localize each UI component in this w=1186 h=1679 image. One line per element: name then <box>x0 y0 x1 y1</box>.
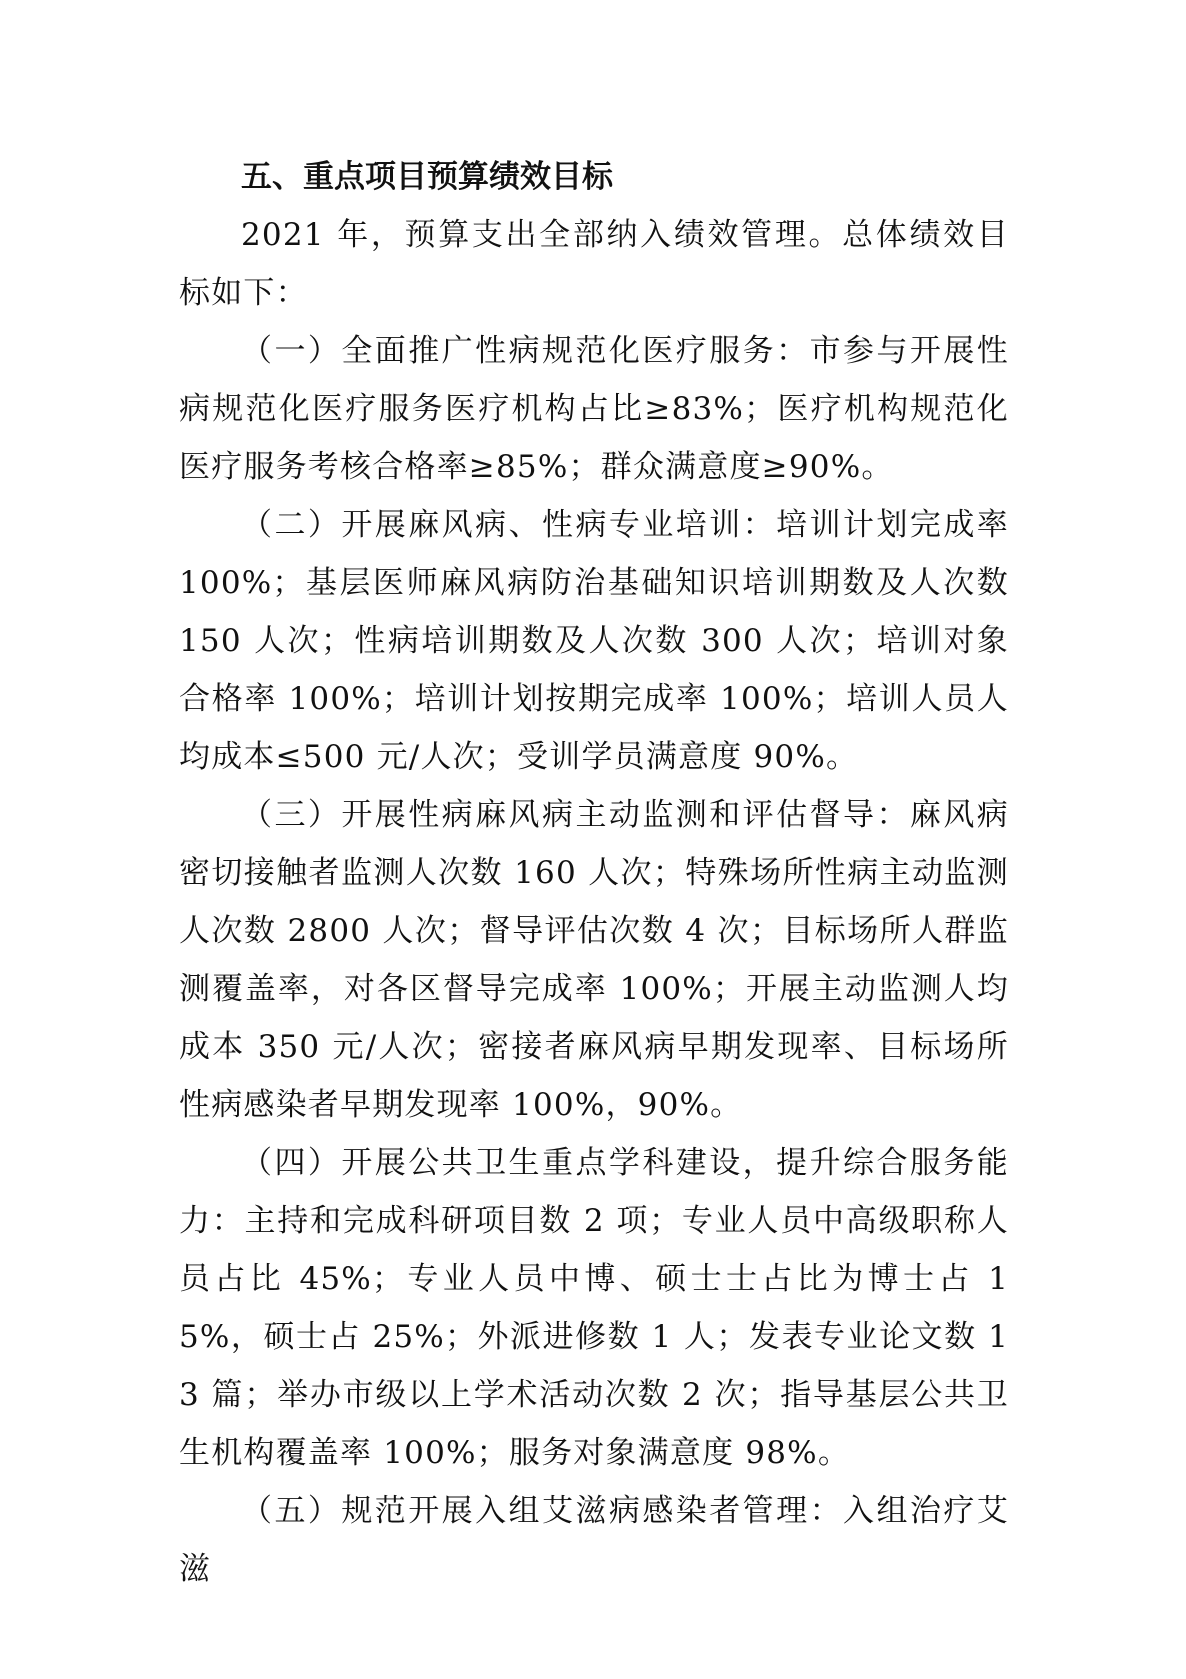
paragraph-intro: 2021 年，预算支出全部纳入绩效管理。总体绩效目标如下： <box>179 217 1009 311</box>
paragraph-item-2: （二）开展麻风病、性病专业培训：培训计划完成率 100%；基层医师麻风病防治基础知识培训期数及人次数 150 人次；性病培训期数及人次数 300 人次；培训对象合格率 100%；培训计划按期完成率 100%；培训人员人均成本≤500 元/人次；受训学员满意度 90%。 <box>179 507 1009 775</box>
document-body <box>179 148 1009 1598</box>
section-heading: 五、重点项目预算绩效目标 <box>241 159 613 195</box>
paragraph-item-1: （一）全面推广性病规范化医疗服务：市参与开展性病规范化医疗服务医疗机构占比≥83%；医疗机构规范化医疗服务考核合格率≥85%；群众满意度≥90%。 <box>179 333 1009 485</box>
paragraph-item-4: （四）开展公共卫生重点学科建设，提升综合服务能力：主持和完成科研项目数 2 项；专业人员中高级职称人员占比 45%；专业人员中博、硕士士占比为博士占 15%，硕士占 25%；外派进修数 1 人；发表专业论文数 13 篇；举办市级以上学术活动次数 2 次；指导基层公共卫生机构覆盖率 100%；服务对象满意度 98%。 <box>179 1145 1009 1471</box>
paragraph-item-3: （三）开展性病麻风病主动监测和评估督导：麻风病密切接触者监测人次数 160 人次；特殊场所性病主动监测人次数 2800 人次；督导评估次数 4 次；目标场所人群监测覆盖率，对各区督导完成率 100%；开展主动监测人均成本 350 元/人次；密接者麻风病早期发现率、目标场所性病感染者早期发现率 100%，90%。 <box>179 797 1009 1123</box>
paragraph-item-5: （五）规范开展入组艾滋病感染者管理：入组治疗艾滋 <box>179 1493 1009 1587</box>
